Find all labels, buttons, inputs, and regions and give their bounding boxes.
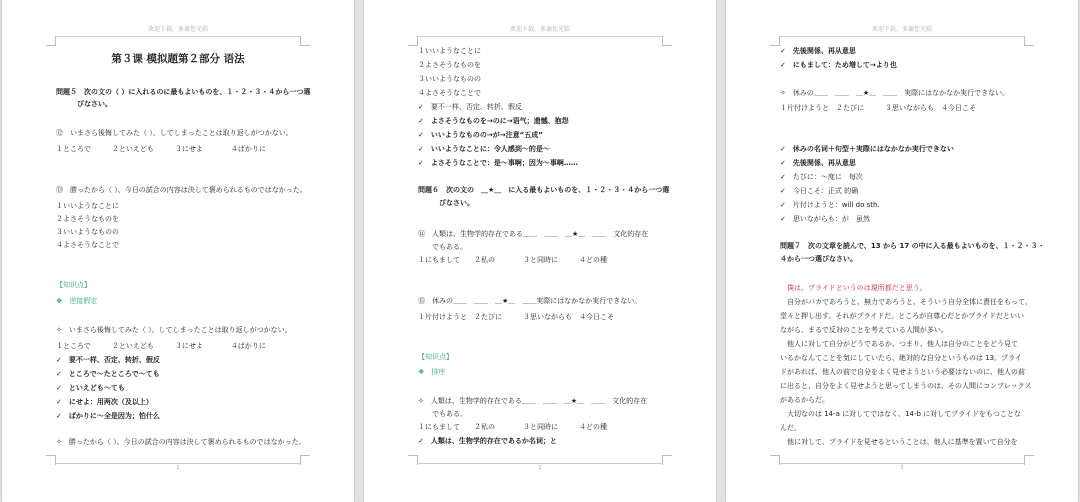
text-line: ✓ 要不一样、否定、转折、假反 xyxy=(56,356,160,364)
text-line: ✓ ばかりに～全是因为；怕什么 xyxy=(56,412,160,420)
text-line: でもある。 xyxy=(418,410,467,418)
text-line: いるかなんてことを気にしていたら、絶対的な自分というものは 13。プライ xyxy=(780,354,1022,362)
footer-rule xyxy=(417,463,663,464)
header-rule xyxy=(779,36,1025,37)
text-line: ✓ 人類は、生物学的存在であるか名词；と xyxy=(418,437,557,445)
text-line: ✓ といえども～ても xyxy=(56,384,125,392)
page-header: 欢迎下载，多谢您光临 xyxy=(509,26,570,33)
text-line: 他人に対して自分がどうであるか、つまり、他人は自分のことをどう見て xyxy=(780,340,1018,348)
text-line: ✓ よさそうなものを→のに→语气；遗憾、抱怨 xyxy=(418,117,569,125)
text-line: １にもまして ２私の ３と同時に ４どの種 xyxy=(418,423,607,431)
text-line: ✓ ところで～たところで～ても xyxy=(56,370,160,378)
text-line: ドがあれば、他人の前で自分をよく見せようという必要はないのに、他人の前 xyxy=(780,368,1025,376)
text-line: ✓ 要不一样、否定、转折、假反 xyxy=(418,103,522,111)
page-number: 3 xyxy=(900,465,904,471)
text-line: ✓ 先後関係、再从意思 xyxy=(780,159,856,167)
text-line: でもある。 xyxy=(418,243,467,251)
corner-mark xyxy=(300,455,310,465)
text-line: ４よさそうなことで xyxy=(418,89,481,97)
text-line: ２よさそうなものを xyxy=(56,215,119,223)
text-line: ✧ いまさら後悔してみた（ ）、してしまったことは取り返しがつかない。 xyxy=(56,326,292,334)
corner-mark xyxy=(770,455,780,465)
text-line: ❖ 排序 xyxy=(418,368,446,376)
text-line: ❖ 逆接假定 xyxy=(56,297,98,305)
footer-rule xyxy=(779,463,1025,464)
document-page-2 xyxy=(364,0,716,502)
text-line: ✓ にせよ：用两次（及以上） xyxy=(56,398,153,406)
text-line: １ところで ２といえども ３にせよ ４ばかりに xyxy=(56,342,266,350)
text-line: １いいようなことに xyxy=(418,47,481,55)
text-line: １にもまして ２私の ３と同時に ４どの種 xyxy=(418,256,607,264)
text-line: 堂々と押し出す。それがプライドだ。ところが自尊心だとかプライドだといい xyxy=(780,312,1025,320)
text-line: １ところで ２といえども ３にせよ ４ばかりに xyxy=(56,145,266,153)
text-line: ２よさそうなものを xyxy=(418,61,481,69)
text-line: ✓ にもまして：ため増して→より也 xyxy=(780,61,897,69)
text-line: ⑬ 勝ったから（ ）、今日の試合の内容は決して褒められるものではなかった。 xyxy=(56,186,307,194)
text-line: ３いいようなものの xyxy=(56,228,119,236)
text-line: １片付けようと ２たびに ３思いながらも ４今日こそ xyxy=(780,104,976,112)
text-line: に出ると、自分をよく見せようと思ってしまうのは、その人間にコンプレックス xyxy=(780,382,1032,390)
corner-mark xyxy=(46,455,56,465)
corner-mark xyxy=(46,36,56,46)
text-line: 問題５ 次の文の（ ）に入れるのに最もよいものを、１・２・３・４から一つ選 xyxy=(56,88,311,96)
corner-mark xyxy=(1024,455,1034,465)
text-line: 僕は、プライドというのは現所都だと思う。 xyxy=(780,284,927,292)
page-number: 2 xyxy=(538,465,542,471)
page-header: 欢迎下载，多谢您光临 xyxy=(147,26,208,33)
corner-mark xyxy=(408,455,418,465)
text-line: ✓ 片付けようと：will do sth. xyxy=(780,201,880,209)
text-line: があるからだ。 xyxy=(780,396,829,404)
text-line: 他に対して、プライドを見せるということは、他人に基準を置いて自分を xyxy=(780,438,1018,446)
text-line: 【知识点】 xyxy=(56,281,91,289)
document-page-3 xyxy=(726,0,1078,502)
text-line: ⑫ いまさら後悔してみた（ ）、してしまったことは取り返しがつかない。 xyxy=(56,129,293,137)
text-line: ✓ 今日こそ：正式 的确 xyxy=(780,187,859,195)
text-line: ４よさそうなことで xyxy=(56,241,119,249)
text-line: ながら、まるで反対のことを考えている人間が多い。 xyxy=(780,326,948,334)
header-rule xyxy=(55,36,301,37)
page-header: 欢迎下载，多谢您光临 xyxy=(871,26,932,33)
text-line: １片付けようと ２たびに ３思いながらも ４今日こそ xyxy=(418,313,614,321)
corner-mark xyxy=(662,36,672,46)
text-line: 大切なのは 14-a に対してではなく、14-b に対してプライドをもつことな xyxy=(780,410,1021,418)
footer-rule xyxy=(55,463,301,464)
text-line: ⑮ 休みの＿＿ ＿＿ ＿★＿ ＿＿実際にはなかなか実行できない。 xyxy=(418,297,642,305)
text-line: びなさい。 xyxy=(418,199,474,207)
corner-mark xyxy=(300,36,310,46)
text-line: 【知识点】 xyxy=(418,353,453,361)
corner-mark xyxy=(1024,36,1034,46)
document-page-1 xyxy=(2,0,354,502)
text-line: ⑭ 人類は、生物学的存在である＿＿ ＿＿ ＿★＿ ＿＿ 文化的存在 xyxy=(418,230,649,238)
page-number: 1 xyxy=(176,465,180,471)
text-line: ✓ いいようなことに：令人感到～的是～ xyxy=(418,145,550,153)
text-line: ✧ 勝ったから（ ）、今日の試合の内容は決して褒められるものではなかった。 xyxy=(56,438,306,446)
text-line: ✓ 先後関係、再从意思 xyxy=(780,47,856,55)
text-line: 問題７ 次の文章を読んで、13 から 17 の中に入る最もよいものを、１・２・３・ xyxy=(780,242,1045,250)
text-line: ✓ いいようなものの→が→注意“五成” xyxy=(418,131,543,139)
text-line: １いいようなことに xyxy=(56,202,119,210)
text-line: んだ。 xyxy=(780,424,801,432)
text-line: ✓ 休みの名词＋句型＋実際にはなかなか実行できない xyxy=(780,145,954,153)
text-line: ３いいようなものの xyxy=(418,75,481,83)
text-line: ✓ 思いながらも：が 虽然 xyxy=(780,215,870,223)
corner-mark xyxy=(770,36,780,46)
text-line: ４から一つ選びなさい。 xyxy=(780,255,857,263)
text-line: 自分がバカであろうと、無力であろうと、そういう自分全体に責任をもって、 xyxy=(780,298,1032,306)
text-line: 問題６ 次の文の ＿★＿ に入る最もよいものを、１・２・３・４から一つ選 xyxy=(418,186,670,194)
page-title: 第３课 模拟题第２部分 语法 xyxy=(111,53,245,65)
corner-mark xyxy=(662,455,672,465)
corner-mark xyxy=(408,36,418,46)
text-line: びなさい。 xyxy=(56,100,112,108)
header-rule xyxy=(417,36,663,37)
text-line: ✓ よさそうなことで：是～事啊；因为～事啊…… xyxy=(418,159,578,167)
text-line: ✓ たびに：～度に 每次 xyxy=(780,173,863,181)
text-line: ✧ 休みの＿＿ ＿＿ ＿★＿ ＿＿ 実際にはなかなか実行できない。 xyxy=(780,89,1010,97)
text-line: ✧ 人類は、生物学的存在である＿＿ ＿＿ ＿★＿ ＿＿ 文化的存在 xyxy=(418,397,648,405)
